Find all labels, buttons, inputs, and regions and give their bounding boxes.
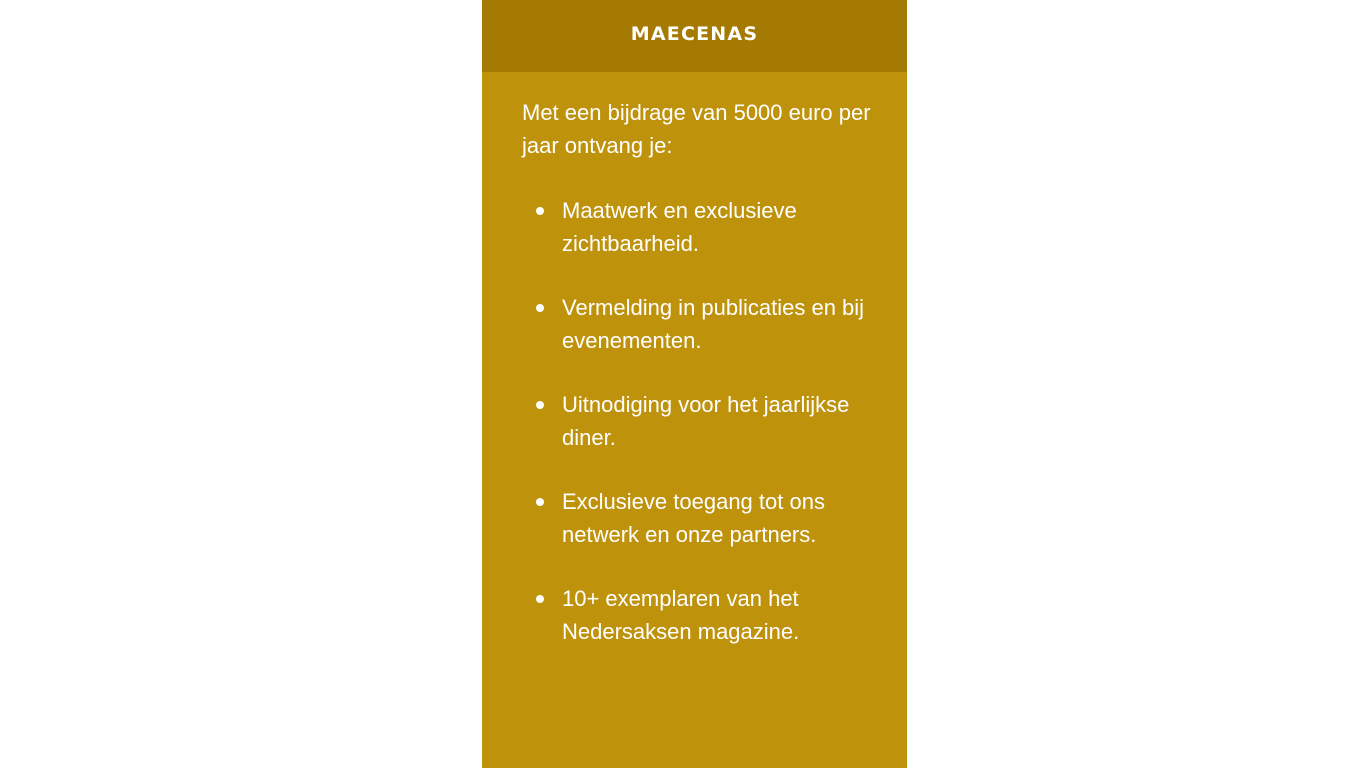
benefits-list <box>522 194 869 648</box>
maecenas-tier-card <box>482 0 907 768</box>
benefit-text: 10+ exemplaren van het Nedersaksen magazine. <box>562 586 800 644</box>
benefit-item <box>522 582 874 648</box>
benefit-text: Exclusieve toegang tot ons netwerk en onze partners. <box>562 489 825 547</box>
bullet-icon <box>536 595 544 603</box>
benefit-item <box>522 291 874 357</box>
bullet-icon <box>536 207 544 215</box>
card-intro: Met een bijdrage van 5000 euro per jaar ontvang je: <box>522 100 871 158</box>
benefit-text: Uitnodiging voor het jaarlijkse diner. <box>562 392 850 450</box>
benefit-item <box>522 194 874 260</box>
card-header <box>482 0 907 72</box>
benefit-item <box>522 485 874 551</box>
benefit-item <box>522 388 874 454</box>
card-title: MAECENAS <box>630 23 759 45</box>
bullet-icon <box>536 498 544 506</box>
bullet-icon <box>536 304 544 312</box>
bullet-icon <box>536 401 544 409</box>
benefit-text: Maatwerk en exclusieve zichtbaarheid. <box>562 198 797 256</box>
card-body <box>482 72 907 648</box>
benefit-text: Vermelding in publicaties en bij evenementen. <box>562 295 865 353</box>
